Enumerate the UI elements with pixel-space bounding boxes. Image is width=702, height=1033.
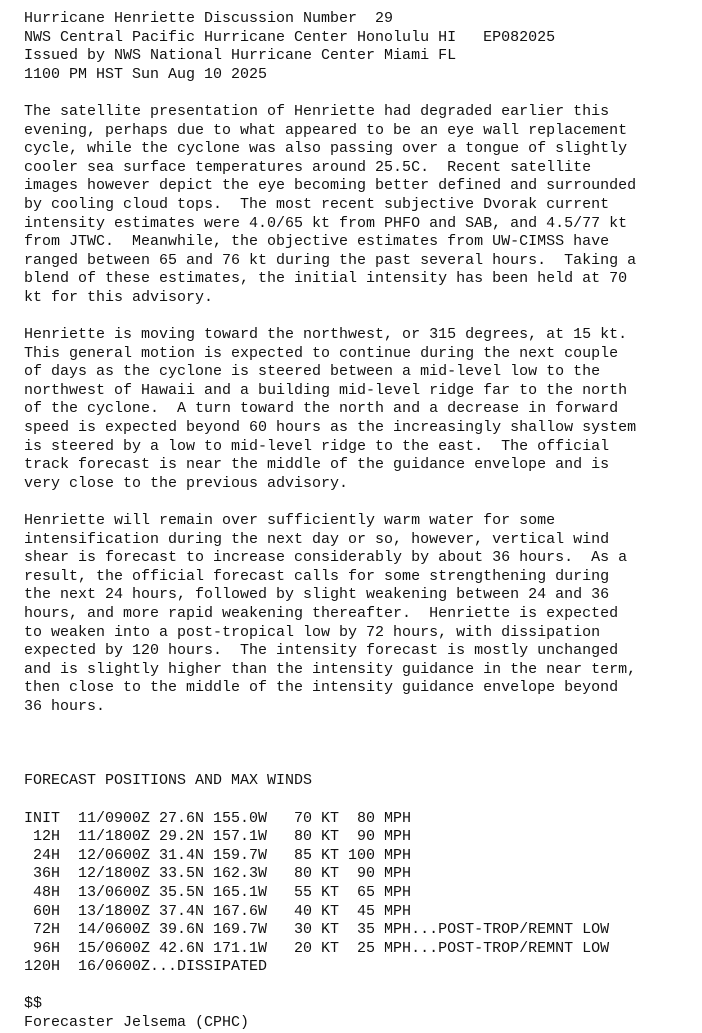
issue-time: 1100 PM HST Sun Aug 10 2025 [24, 65, 268, 83]
text-line: of the cyclone. A turn toward the north and a decrease in forward [24, 400, 619, 418]
discussion-title: Hurricane Henriette Discussion Number 29 [24, 10, 394, 27]
text-line: result, the official forecast calls for some strengthening during [24, 567, 610, 585]
blank-line [24, 754, 696, 773]
text-line: from JTWC. Meanwhile, the objective estimates from UW-CIMSS have [24, 233, 610, 251]
text-line: The satellite presentation of Henriette had degraded earlier this [24, 102, 610, 120]
text-line: track forecast is near the middle of the guidance envelope and is [24, 456, 610, 474]
issuing-center: NWS Central Pacific Hurricane Center Honolulu HI EP082025 [24, 28, 556, 46]
paragraph-intensity [24, 512, 696, 717]
text-line: very close to the previous advisory. [24, 474, 349, 492]
text-line: northwest of Hawaii and a building mid-level ridge far to the north [24, 381, 628, 399]
forecaster-signature: Forecaster Jelsema (CPHC) [24, 1014, 250, 1032]
text-line: by cooling cloud tops. The most recent subjective Dvorak current [24, 195, 610, 213]
text-line: speed is expected beyond 60 hours as the increasingly shallow system [24, 419, 637, 437]
issued-by: Issued by NWS National Hurricane Center Miami FL [24, 47, 457, 65]
discussion-document [24, 10, 696, 1033]
blank-line [24, 84, 696, 103]
forecast-section [24, 772, 696, 977]
forecast-row-36h: 36H 12/1800Z 33.5N 162.3W 80 KT 90 MPH [24, 865, 412, 883]
text-line: cooler sea surface temperatures around 25.5C. Recent satellite [24, 158, 592, 176]
end-marker: $$ [24, 995, 43, 1013]
text-line: evening, perhaps due to what appeared to be an eye wall replacement [24, 121, 628, 139]
forecast-row-24h: 24H 12/0600Z 31.4N 159.7W 85 KT 100 MPH [24, 846, 412, 864]
forecast-row-48h: 48H 13/0600Z 35.5N 165.1W 55 KT 65 MPH [24, 883, 412, 901]
blank-line [24, 493, 696, 512]
text-line: Henriette will remain over sufficiently warm water for some [24, 512, 556, 530]
forecast-row-120h: 120H 16/0600Z...DISSIPATED [24, 958, 268, 976]
text-line: then close to the middle of the intensity guidance envelope beyond [24, 679, 619, 697]
forecast-table [24, 810, 696, 977]
blank-line [24, 717, 696, 754]
text-line: kt for this advisory. [24, 288, 214, 306]
blank-line [24, 791, 696, 810]
paragraph-satellite [24, 103, 696, 308]
forecast-row-12h: 12H 11/1800Z 29.2N 157.1W 80 KT 90 MPH [24, 828, 412, 846]
forecast-row-60h: 60H 13/1800Z 37.4N 167.6W 40 KT 45 MPH [24, 902, 412, 920]
text-line: expected by 120 hours. The intensity forecast is mostly unchanged [24, 642, 619, 660]
paragraph-track [24, 326, 696, 493]
text-line: of days as the cyclone is steered between a mid-level low to the [24, 363, 601, 381]
forecast-row-72h: 72H 14/0600Z 39.6N 169.7W 30 KT 35 MPH...POST-TROP/REMNT LOW [24, 921, 610, 939]
text-line: Henriette is moving toward the northwest, or 315 degrees, at 15 kt. [24, 326, 628, 344]
text-line: intensity estimates were 4.0/65 kt from PHFO and SAB, and 4.5/77 kt [24, 214, 628, 232]
text-line: cycle, while the cyclone was also passing over a tongue of slightly [24, 140, 628, 158]
header-block [24, 10, 696, 84]
blank-line [24, 308, 696, 327]
text-line: the next 24 hours, followed by slight weakening between 24 and 36 [24, 586, 610, 604]
text-line: intensification during the next day or so, however, vertical wind [24, 530, 610, 548]
forecast-row-96h: 96H 15/0600Z 42.6N 171.1W 20 KT 25 MPH...POST-TROP/REMNT LOW [24, 939, 610, 957]
forecast-heading: FORECAST POSITIONS AND MAX WINDS [24, 772, 313, 790]
text-line: This general motion is expected to continue during the next couple [24, 344, 619, 362]
text-line: and is slightly higher than the intensity guidance in the near term, [24, 660, 637, 678]
text-line: shear is forecast to increase considerably by about 36 hours. As a [24, 549, 628, 567]
text-line: ranged between 65 and 76 kt during the past several hours. Taking a [24, 251, 637, 269]
text-line: blend of these estimates, the initial intensity has been held at 70 [24, 270, 628, 288]
forecast-row-init: INIT 11/0900Z 27.6N 155.0W 70 KT 80 MPH [24, 809, 412, 827]
text-line: images however depict the eye becoming better defined and surrounded [24, 177, 637, 195]
text-line: 36 hours. [24, 697, 106, 715]
footer-block [24, 995, 696, 1032]
text-line: hours, and more rapid weakening thereafter. Henriette is expected [24, 605, 619, 622]
text-line: to weaken into a post-tropical low by 72 hours, with dissipation [24, 623, 601, 641]
blank-line [24, 977, 696, 996]
text-line: is steered by a low to mid-level ridge to the east. The official [24, 437, 610, 455]
